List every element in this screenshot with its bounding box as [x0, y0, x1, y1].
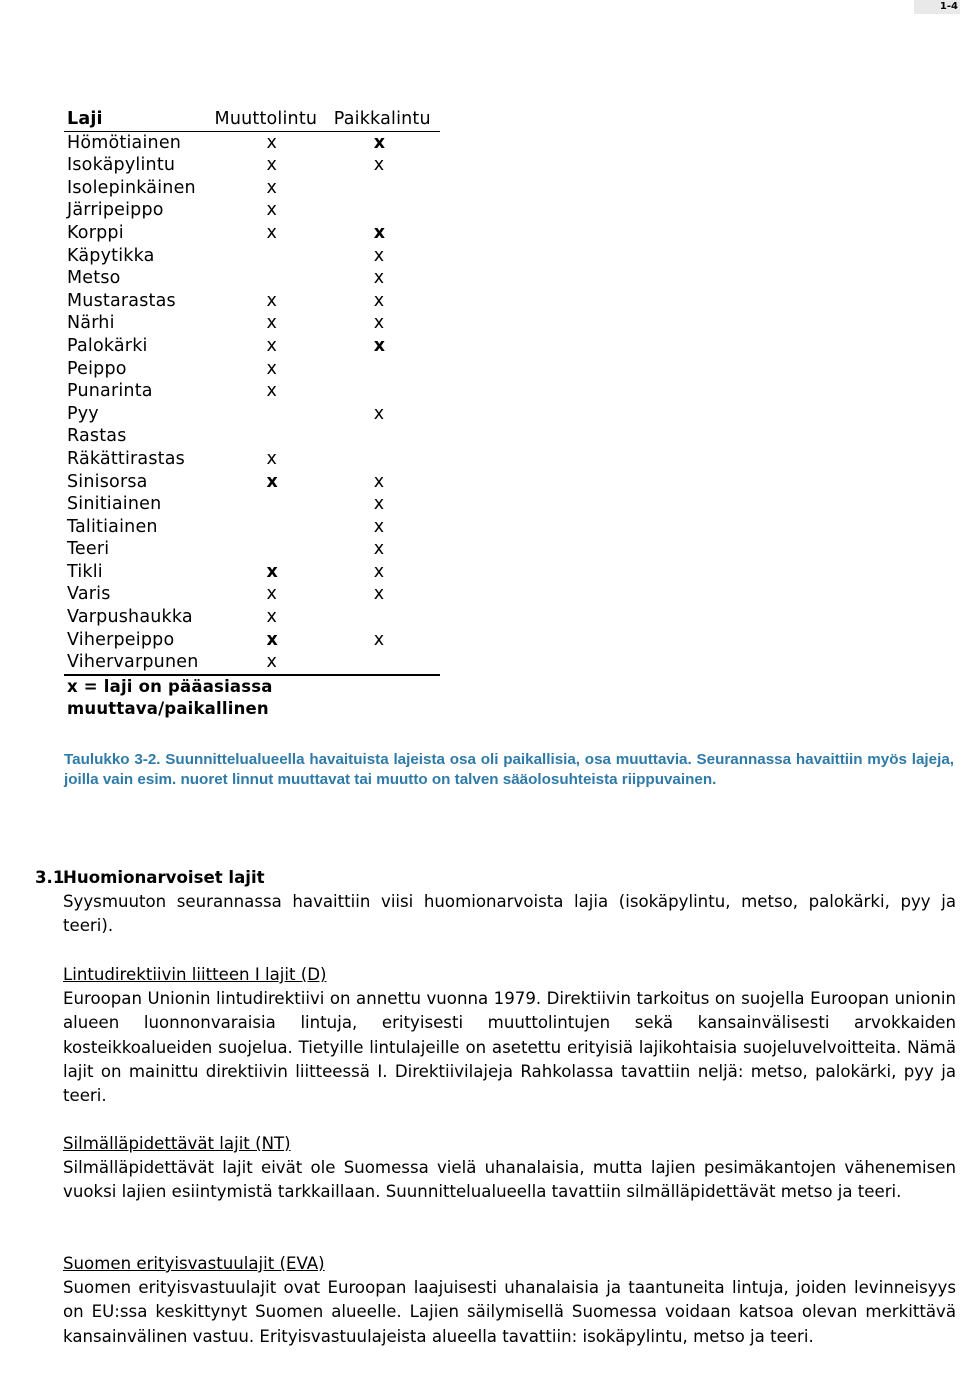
subsection-eva-title: Suomen erityisvastuulajit (EVA): [63, 1254, 325, 1273]
resident-mark: [331, 651, 440, 675]
table-row: [64, 245, 440, 268]
resident-mark: x: [373, 155, 385, 176]
species-name: Talitiainen: [67, 516, 158, 537]
table-row: [64, 154, 440, 177]
table-row: [64, 380, 440, 403]
subsection-directive-text: Euroopan Unionin lintudirektiivi on annettu vuonna 1979. Direktiivin tarkoitus on suojella Euroopan unionin alueen luonnonvaraisia lintuja, erityisesti muuttolintujen sekä kansainvälisesti arvokkaiden kosteikkoalueiden suojelua. Tietyille lintulajeille on asetettu erityisiä lajikohtaisia suojeluvelvoitteita. Nämä lajit on mainittu direktiivin liitteessä I. Direktiivilajeja Rahkolassa tavattiin neljä: metso, palokärki, pyy ja teeri.: [63, 989, 956, 1106]
species-name: Teeri: [67, 539, 110, 560]
section-3-1: [35, 866, 956, 939]
resident-mark: [331, 448, 440, 471]
migratory-mark: [212, 403, 331, 426]
species-table: [64, 108, 440, 721]
table-caption: Taulukko 3-2. Suunnittelualueella havaituista lajeista osa oli paikallisia, osa muuttavia. Seurannassa havaittiin myös lajeja, joilla vain esim. nuoret linnut muuttavat tai muutto on talven sääolosuhteista riippuvainen.: [64, 751, 954, 788]
section-title: Huomionarvoiset lajit: [63, 868, 265, 887]
table-row: [64, 312, 440, 335]
table-row: [64, 335, 440, 358]
table-row: [64, 606, 440, 629]
species-name: Metso: [67, 268, 121, 289]
species-name: Peippo: [67, 358, 127, 379]
species-name: Sinisorsa: [67, 471, 148, 492]
table-row: [64, 177, 440, 200]
table-row: [64, 222, 440, 245]
species-name: Tikli: [67, 561, 103, 582]
resident-mark: x: [373, 313, 385, 334]
migratory-mark: x: [266, 358, 278, 379]
species-name: Varpushaukka: [67, 607, 193, 628]
table-row: [64, 561, 440, 584]
resident-mark: [331, 425, 440, 448]
table-legend-line-2: muuttava/paikallinen: [67, 699, 269, 719]
migratory-mark: x: [266, 584, 278, 605]
table-legend-row-1: [64, 675, 440, 699]
species-name: Mustarastas: [67, 290, 176, 311]
table-row: [64, 471, 440, 494]
species-name: Varis: [67, 584, 111, 605]
resident-mark: x: [373, 132, 386, 153]
resident-mark: [331, 358, 440, 381]
table-row: [64, 516, 440, 539]
migratory-mark: x: [266, 132, 278, 153]
species-name: Pyy: [67, 403, 99, 424]
subsection-directive-title: Lintudirektiivin liitteen I lajit (D): [63, 965, 327, 984]
species-table-body: [64, 131, 440, 675]
resident-mark: x: [373, 222, 386, 243]
migratory-mark: [212, 493, 331, 516]
resident-mark: x: [373, 245, 385, 266]
resident-mark: x: [373, 494, 385, 515]
subsection-near-threatened: [63, 1132, 956, 1205]
migratory-mark: x: [266, 222, 278, 243]
species-name: Punarinta: [67, 381, 153, 402]
species-name: Järripeippo: [67, 200, 164, 221]
species-name: Isokäpylintu: [67, 155, 176, 176]
subsection-responsibility: [63, 1252, 956, 1349]
table-row: [64, 448, 440, 471]
table-legend-line-1: x = laji on pääasiassa: [67, 676, 273, 696]
subsection-eva-text: Suomen erityisvastuulajit ovat Euroopan laajuisesti uhanalaisia ja taantuneita lintuja, joiden levinneisyys on EU:ssa keskittynyt Suomen alueelle. Lajien säilymisellä Suomessa voidaan katsoa olevan merkittävä kansainvälinen vastuu. Erityisvastuulajeista alueella tavattiin: isokäpylintu, metso ja teeri.: [63, 1278, 956, 1346]
species-name: Vihervarpunen: [64, 651, 212, 675]
header-species: Laji: [64, 108, 212, 131]
resident-mark: x: [373, 561, 385, 582]
resident-mark: [331, 380, 440, 403]
species-name: Korppi: [67, 222, 124, 243]
migratory-mark: [212, 516, 331, 539]
resident-mark: x: [373, 403, 385, 424]
table-legend-row-2: [64, 698, 440, 721]
resident-mark: x: [373, 584, 385, 605]
species-name: Sinitiainen: [67, 494, 162, 515]
migratory-mark: [212, 245, 331, 268]
section-number: 3.1: [35, 868, 65, 887]
subsection-nt-title: Silmälläpidettävät lajit (NT): [63, 1134, 291, 1153]
table-row: [64, 358, 440, 381]
migratory-mark: x: [266, 335, 278, 356]
species-name: Palokärki: [67, 335, 148, 356]
table-row: [64, 651, 440, 675]
migratory-mark: x: [212, 651, 331, 675]
migratory-mark: x: [266, 607, 278, 628]
resident-mark: x: [373, 629, 385, 650]
resident-mark: x: [373, 539, 385, 560]
migratory-mark: x: [266, 629, 279, 650]
species-name: Rastas: [67, 426, 127, 447]
migratory-mark: x: [266, 313, 278, 334]
migratory-mark: x: [266, 155, 278, 176]
resident-mark: x: [373, 290, 385, 311]
migratory-mark: x: [266, 200, 278, 221]
table-row: [64, 629, 440, 652]
species-name: Närhi: [67, 313, 115, 334]
table-row: [64, 131, 440, 154]
resident-mark: x: [373, 516, 385, 537]
header-migratory: Muuttolintu: [212, 108, 331, 131]
resident-mark: x: [373, 268, 385, 289]
migratory-mark: [212, 267, 331, 290]
species-name: Hömötiainen: [67, 132, 182, 153]
resident-mark: [331, 606, 440, 629]
species-name: Käpytikka: [67, 245, 155, 266]
table-row: [64, 199, 440, 222]
table-row: [64, 538, 440, 561]
table-row: [64, 290, 440, 313]
species-name: Räkättirastas: [67, 448, 185, 469]
table-row: [64, 425, 440, 448]
header-resident: Paikkalintu: [331, 108, 440, 131]
resident-mark: x: [373, 335, 386, 356]
migratory-mark: x: [266, 561, 279, 582]
species-name: Isolepinkäinen: [67, 177, 196, 198]
migratory-mark: x: [266, 177, 278, 198]
section-intro: Syysmuuton seurannassa havaittiin viisi huomionarvoista lajia (isokäpylintu, metso, palokärki, pyy ja teeri).: [63, 892, 956, 936]
migratory-mark: x: [266, 290, 278, 311]
migratory-mark: x: [266, 471, 279, 492]
migratory-mark: [212, 538, 331, 561]
page-number: 1-4: [914, 0, 960, 14]
migratory-mark: x: [266, 448, 278, 469]
table-row: [64, 403, 440, 426]
table-row: [64, 493, 440, 516]
table-header-row: [64, 108, 440, 131]
table-row: [64, 583, 440, 606]
species-name: Viherpeippo: [67, 629, 175, 650]
migratory-mark: [212, 425, 331, 448]
subsection-nt-text: Silmälläpidettävät lajit eivät ole Suomessa vielä uhanalaisia, mutta lajien pesimäkantojen vähenemisen vuoksi lajien esiintymistä tarkkaillaan. Suunnittelualueella tavattiin silmälläpidettävät metso ja teeri.: [63, 1158, 956, 1202]
table-row: [64, 267, 440, 290]
resident-mark: [331, 177, 440, 200]
migratory-mark: x: [266, 381, 278, 402]
section-heading: [35, 866, 956, 890]
resident-mark: [331, 199, 440, 222]
subsection-directive: [63, 963, 956, 1108]
resident-mark: x: [373, 471, 385, 492]
